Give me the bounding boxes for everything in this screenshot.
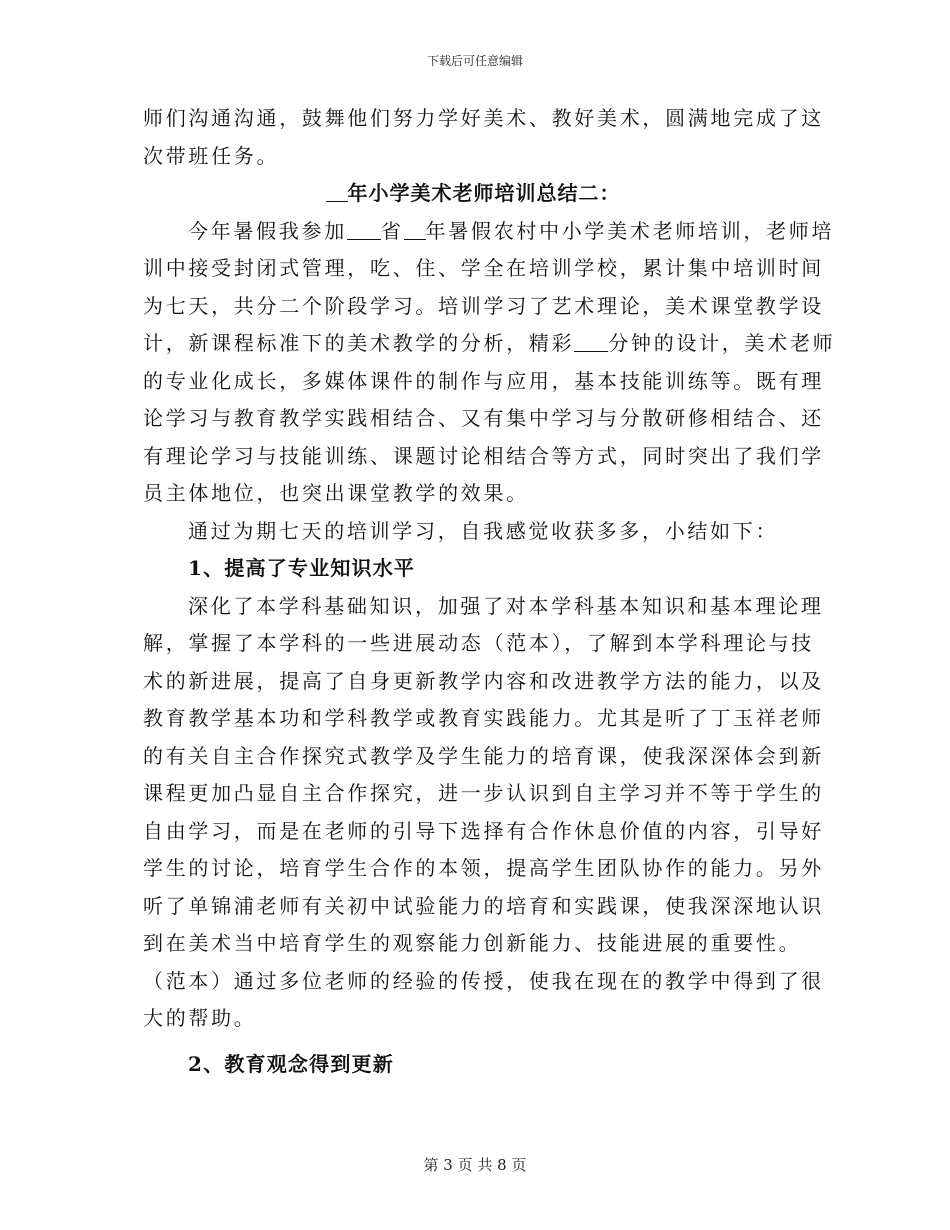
text-line: 为七天，共分二个阶段学习。培训学习了艺术理论，美术课堂教学设 <box>143 293 824 318</box>
text-line: 深化了本学科基础知识，加强了对本学科基本知识和基本理论理 <box>188 593 824 618</box>
text-span: 省 <box>380 218 404 243</box>
text-span: 分钟的设计，美术老师 <box>608 331 836 355</box>
page-header: 下载后可任意编辑 <box>426 54 523 68</box>
text-line: 课程更加凸显自主合作探究，进一步认识到自主学习并不等于学生的 <box>143 781 824 805</box>
text-line: （范本）通过多位老师的经验的传授，使我在现在的教学中得到了很 <box>143 968 824 993</box>
fill-blank <box>326 181 348 202</box>
text-line: 术的新进展，提高了自身更新教学内容和改进教学方法的能力，以及 <box>143 668 824 693</box>
text-line: 的专业化成长，多媒体课件的制作与应用，基本技能训练等。既有理 <box>143 368 824 393</box>
text-line: 自由学习，而是在老师的引导下选择有合作休息价值的内容，引导好 <box>143 818 824 843</box>
text-line: 通过为期七天的培训学习，自我感觉收获多多，小结如下： <box>188 518 779 543</box>
text-line: 听了单锦浦老师有关初中试验能力的培育和实践课，使我深深地认识 <box>143 893 824 918</box>
document-body <box>143 100 836 1083</box>
text-line: 大的帮助。 <box>143 1006 257 1030</box>
text-span: 年暑假农村中小学美术老师培训，老师培 <box>425 218 835 243</box>
text-line: 有理论学习与技能训练、课题讨论相结合等方式，同时突出了我们学 <box>143 443 824 468</box>
page-footer: 第 3 页 共 8 页 <box>423 1156 527 1174</box>
text-line: 次带班任务。 <box>143 143 280 168</box>
fill-blank <box>347 219 381 240</box>
text-line: 教育教学基本功和学科教学或教育实践能力。尤其是听了丁玉祥老师 <box>143 706 824 730</box>
text-line: 学生的讨论，培育学生合作的本领，提高学生团队协作的能力。另外 <box>143 856 824 880</box>
text-line: 论学习与教育教学实践相结合、又有集中学习与分散研修相结合、还 <box>143 406 824 430</box>
text-span: 今年暑假我参加 <box>188 218 347 243</box>
text-span: 计，新课程标准下的美术教学的分析，精彩 <box>143 331 575 355</box>
text-line <box>143 325 836 363</box>
text-line: 解，掌握了本学科的一些进展动态（范本），了解到本学科理论与技 <box>143 631 814 655</box>
text-line: 训中接受封闭式管理，吃、住、学全在培训学校，累计集中培训时间 <box>143 256 824 280</box>
fill-blank <box>574 331 608 352</box>
subheading: 1、提高了专业知识水平 <box>188 556 416 580</box>
text-line: 的有关自主合作探究式教学及学生能力的培育课，使我深深体会到新 <box>143 743 824 768</box>
subheading: 2、教育观念得到更新 <box>188 1051 394 1076</box>
section-title <box>143 175 803 213</box>
text-line: 师们沟通沟通，鼓舞他们努力学好美术、教好美术，圆满地完成了这 <box>143 106 824 130</box>
section-title-text: 年小学美术老师培训总结二： <box>347 181 621 205</box>
text-line: 到在美术当中培育学生的观察能力创新能力、技能进展的重要性。 <box>143 931 802 955</box>
text-line: 员主体地位，也突出课堂教学的效果。 <box>143 481 529 505</box>
text-line <box>143 213 835 251</box>
fill-blank <box>404 219 426 240</box>
